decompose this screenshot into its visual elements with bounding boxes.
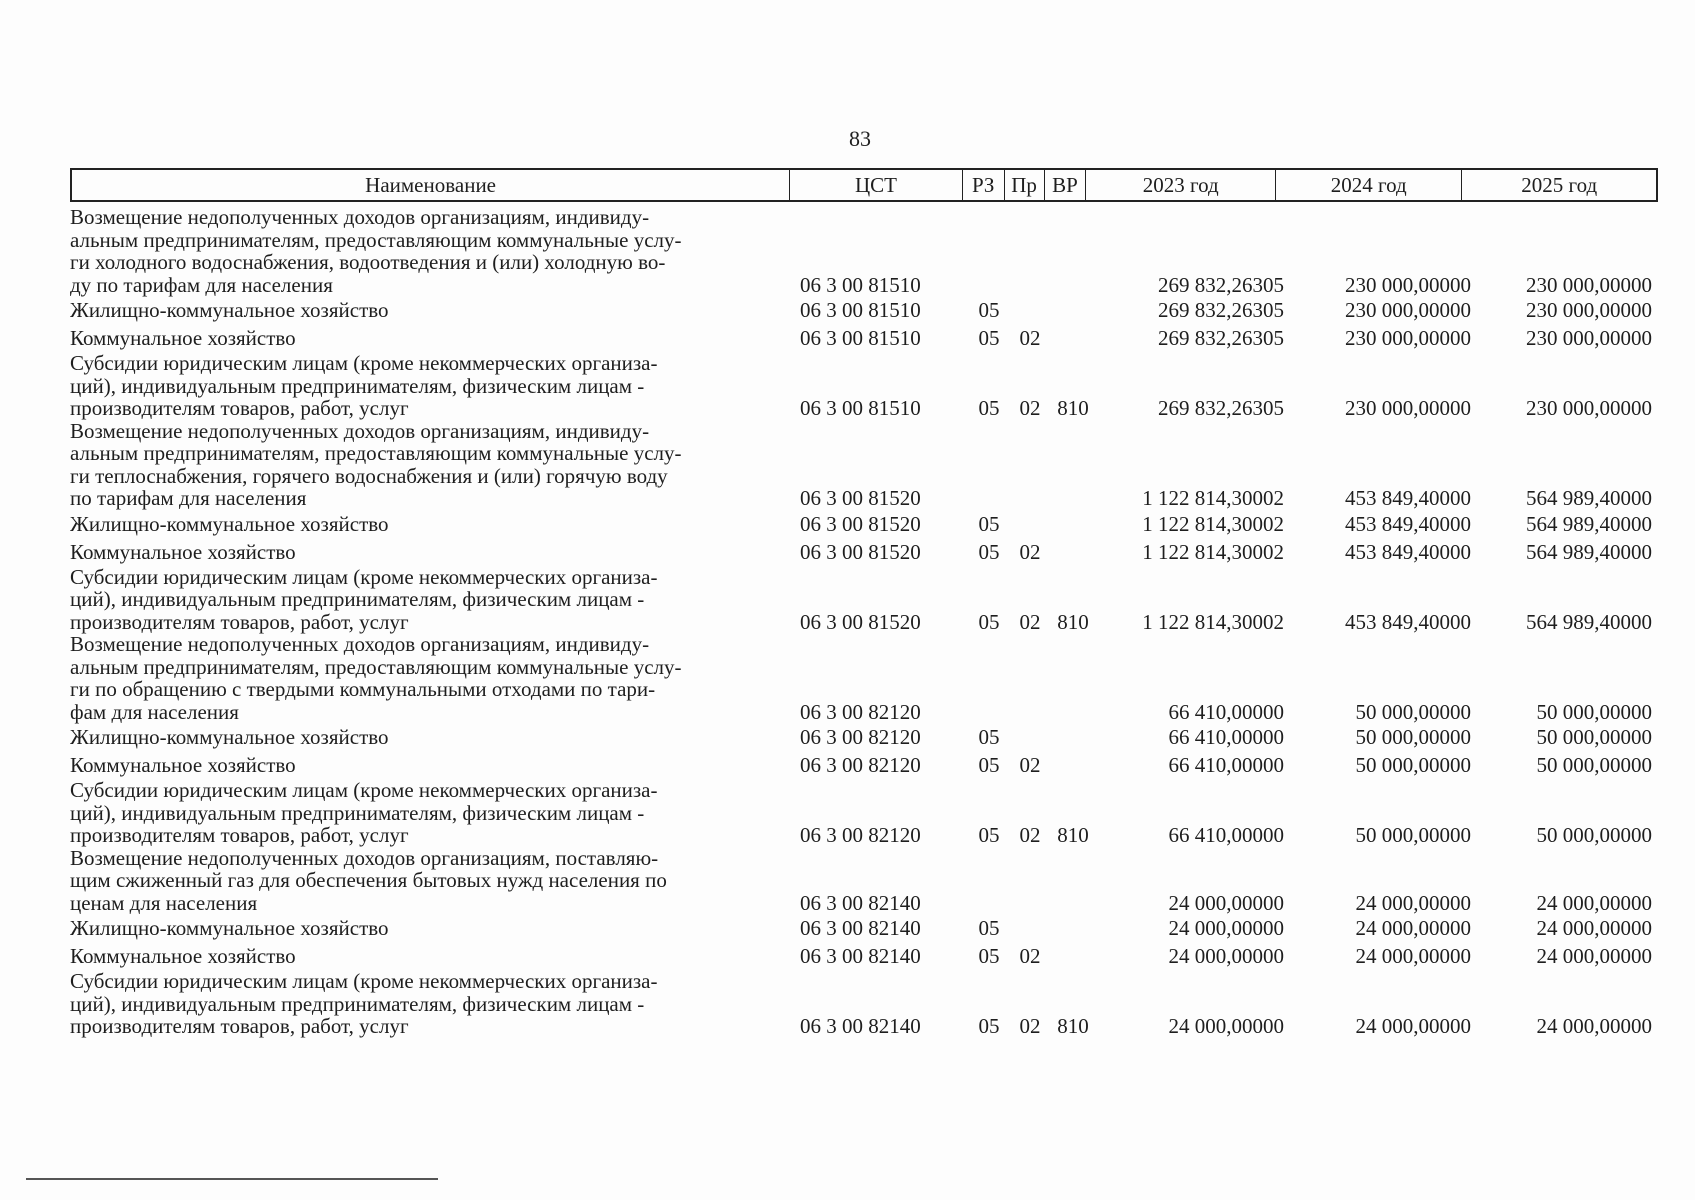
cell-rz: 05 — [978, 916, 1000, 940]
table-row — [70, 566, 1658, 634]
cell-cst: 06 3 00 82120 — [800, 699, 921, 724]
table-body — [70, 206, 1658, 1038]
cell-vr: 810 — [1057, 609, 1089, 634]
cell-cst: 06 3 00 82120 — [800, 725, 921, 749]
cell-name: Жилищно-коммунальное хозяйство — [70, 511, 389, 536]
cell-y2025: 50 000,00000 — [1536, 823, 1652, 847]
cell-cst: 06 3 00 82140 — [800, 944, 921, 968]
cell-name: Жилищно-коммунальное хозяйство — [70, 916, 389, 940]
cell-cst: 06 3 00 81510 — [800, 396, 921, 420]
table-row — [70, 942, 1658, 970]
cell-rz: 05 — [978, 823, 1000, 847]
cell-y2023: 1 122 814,30002 — [1142, 486, 1284, 510]
cell-y2023: 269 832,26305 — [1158, 326, 1284, 350]
cell-name: Жилищно-коммунальное хозяйство — [70, 725, 389, 749]
cell-cst: 06 3 00 82120 — [800, 753, 921, 777]
cell-y2025: 564 989,40000 — [1526, 539, 1652, 564]
cell-cst: 06 3 00 81520 — [800, 609, 921, 634]
cell-name: Коммунальное хозяйство — [70, 539, 296, 564]
cell-name: Возмещение недополученных доходов организациям, индивиду- альным предпринимателям, предоставляющим коммунальные услу- ги по обращению с твердыми коммунальными отходами по тари- фам для населения — [70, 632, 682, 724]
cell-pr: 02 — [1019, 1014, 1041, 1038]
header-2024: 2024 год — [1276, 170, 1463, 200]
cell-name: Субсидии юридическим лицам (кроме некоммерческих организа- ций), индивидуальным предпринимателям, физическим лицам - производителям товаров, работ, услуг — [70, 969, 658, 1038]
table-row — [70, 324, 1658, 352]
cell-y2025: 230 000,00000 — [1526, 272, 1652, 297]
cell-vr: 810 — [1057, 396, 1089, 420]
cell-cst: 06 3 00 82140 — [800, 890, 921, 915]
table-row — [70, 970, 1658, 1038]
cell-y2024: 24 000,00000 — [1355, 890, 1471, 915]
cell-rz: 05 — [978, 944, 1000, 968]
table-row — [70, 420, 1658, 510]
table-row — [70, 779, 1658, 847]
cell-name: Коммунальное хозяйство — [70, 944, 296, 968]
cell-y2023: 24 000,00000 — [1168, 944, 1284, 968]
table-row — [70, 847, 1658, 915]
cell-y2023: 1 122 814,30002 — [1142, 609, 1284, 634]
cell-pr: 02 — [1019, 539, 1041, 564]
cell-y2023: 24 000,00000 — [1168, 890, 1284, 915]
cell-y2024: 230 000,00000 — [1345, 326, 1471, 350]
cell-y2025: 24 000,00000 — [1536, 1014, 1652, 1038]
table-header — [70, 168, 1658, 202]
cell-vr: 810 — [1057, 1014, 1089, 1038]
header-vr: ВР — [1045, 170, 1087, 200]
cell-y2023: 66 410,00000 — [1168, 699, 1284, 724]
cell-y2023: 1 122 814,30002 — [1142, 511, 1284, 536]
cell-y2025: 24 000,00000 — [1536, 916, 1652, 940]
table-row — [70, 914, 1658, 942]
cell-y2025: 230 000,00000 — [1526, 396, 1652, 420]
cell-rz: 05 — [978, 396, 1000, 420]
cell-cst: 06 3 00 81510 — [800, 272, 921, 297]
header-name: Наименование — [72, 170, 790, 200]
cell-y2025: 24 000,00000 — [1536, 944, 1652, 968]
table-row — [70, 510, 1658, 538]
cell-y2023: 66 410,00000 — [1168, 725, 1284, 749]
cell-cst: 06 3 00 82140 — [800, 1014, 921, 1038]
table-row — [70, 296, 1658, 324]
cell-rz: 05 — [978, 1014, 1000, 1038]
cell-cst: 06 3 00 81510 — [800, 298, 921, 322]
cell-y2024: 50 000,00000 — [1355, 823, 1471, 847]
cell-rz: 05 — [978, 539, 1000, 564]
page-number: 83 — [849, 126, 871, 151]
cell-y2025: 50 000,00000 — [1536, 725, 1652, 749]
cell-y2023: 269 832,26305 — [1158, 396, 1284, 420]
cell-rz: 05 — [978, 326, 1000, 350]
cell-y2024: 24 000,00000 — [1355, 944, 1471, 968]
cell-y2023: 24 000,00000 — [1168, 1014, 1284, 1038]
cell-y2023: 66 410,00000 — [1168, 823, 1284, 847]
cell-y2024: 24 000,00000 — [1355, 1014, 1471, 1038]
cell-pr: 02 — [1019, 396, 1041, 420]
table-row — [70, 352, 1658, 420]
cell-rz: 05 — [978, 725, 1000, 749]
cell-cst: 06 3 00 82120 — [800, 823, 921, 847]
header-rz: РЗ — [963, 170, 1005, 200]
table-row — [70, 538, 1658, 566]
cell-y2024: 24 000,00000 — [1355, 916, 1471, 940]
cell-cst: 06 3 00 81520 — [800, 511, 921, 536]
cell-name: Субсидии юридическим лицам (кроме некоммерческих организа- ций), индивидуальным предпринимателям, физическим лицам - производителям товаров, работ, услуг — [70, 778, 658, 847]
cell-name: Возмещение недополученных доходов организациям, индивиду- альным предпринимателям, предоставляющим коммунальные услу- ги холодного водоснабжения, водоотведения и (или) холодную во- ду по тарифам для населения — [70, 205, 682, 297]
header-2023: 2023 год — [1086, 170, 1276, 200]
cell-name: Коммунальное хозяйство — [70, 326, 296, 350]
cell-y2023: 269 832,26305 — [1158, 272, 1284, 297]
cell-y2024: 453 849,40000 — [1345, 511, 1471, 536]
cell-name: Возмещение недополученных доходов организациям, поставляю- щим сжиженный газ для обеспечения бытовых нужд населения по ценам для населения — [70, 845, 667, 915]
cell-pr: 02 — [1019, 823, 1041, 847]
cell-rz: 05 — [978, 298, 1000, 322]
cell-y2025: 564 989,40000 — [1526, 486, 1652, 510]
cell-rz: 05 — [978, 753, 1000, 777]
cell-cst: 06 3 00 81520 — [800, 539, 921, 564]
table-row — [70, 206, 1658, 296]
cell-rz: 05 — [978, 609, 1000, 634]
table-row — [70, 633, 1658, 723]
cell-y2024: 50 000,00000 — [1355, 725, 1471, 749]
cell-cst: 06 3 00 82140 — [800, 916, 921, 940]
cell-name: Возмещение недополученных доходов организациям, индивиду- альным предпринимателям, предоставляющим коммунальные услу- ги теплоснабжения, горячего водоснабжения и (или) горячую воду по тарифам для населения — [70, 418, 682, 510]
cell-cst: 06 3 00 81510 — [800, 326, 921, 350]
cell-pr: 02 — [1019, 944, 1041, 968]
cell-name: Жилищно-коммунальное хозяйство — [70, 298, 389, 322]
cell-y2025: 24 000,00000 — [1536, 890, 1652, 915]
header-pr: Пр — [1005, 170, 1045, 200]
cell-name: Субсидии юридическим лицам (кроме некоммерческих организа- ций), индивидуальным предпринимателям, физическим лицам - производителям товаров, работ, услуг — [70, 564, 658, 634]
cell-y2024: 453 849,40000 — [1345, 539, 1471, 564]
cell-y2025: 50 000,00000 — [1536, 699, 1652, 724]
cell-pr: 02 — [1019, 753, 1041, 777]
cell-pr: 02 — [1019, 609, 1041, 634]
header-cst: ЦСТ — [790, 170, 963, 200]
cell-y2024: 453 849,40000 — [1345, 609, 1471, 634]
table-row — [70, 751, 1658, 779]
cell-y2023: 1 122 814,30002 — [1142, 539, 1284, 564]
cell-y2025: 564 989,40000 — [1526, 511, 1652, 536]
footer-rule — [26, 1178, 438, 1180]
header-2025: 2025 год — [1521, 172, 1598, 197]
cell-name: Субсидии юридическим лицам (кроме некоммерческих организа- ций), индивидуальным предпринимателям, физическим лицам - производителям товаров, работ, услуг — [70, 351, 658, 420]
cell-y2024: 230 000,00000 — [1345, 272, 1471, 297]
cell-y2024: 230 000,00000 — [1345, 396, 1471, 420]
cell-y2024: 50 000,00000 — [1355, 699, 1471, 724]
cell-name: Коммунальное хозяйство — [70, 753, 296, 777]
cell-vr: 810 — [1057, 823, 1089, 847]
cell-y2024: 453 849,40000 — [1345, 486, 1471, 510]
cell-y2023: 66 410,00000 — [1168, 753, 1284, 777]
cell-y2025: 230 000,00000 — [1526, 298, 1652, 322]
cell-y2024: 50 000,00000 — [1355, 753, 1471, 777]
cell-y2023: 269 832,26305 — [1158, 298, 1284, 322]
cell-y2024: 230 000,00000 — [1345, 298, 1471, 322]
cell-cst: 06 3 00 81520 — [800, 486, 921, 510]
cell-rz: 05 — [978, 511, 1000, 536]
cell-y2023: 24 000,00000 — [1168, 916, 1284, 940]
cell-y2025: 230 000,00000 — [1526, 326, 1652, 350]
cell-pr: 02 — [1019, 326, 1041, 350]
table-row — [70, 723, 1658, 751]
cell-y2025: 50 000,00000 — [1536, 753, 1652, 777]
cell-y2025: 564 989,40000 — [1526, 609, 1652, 634]
